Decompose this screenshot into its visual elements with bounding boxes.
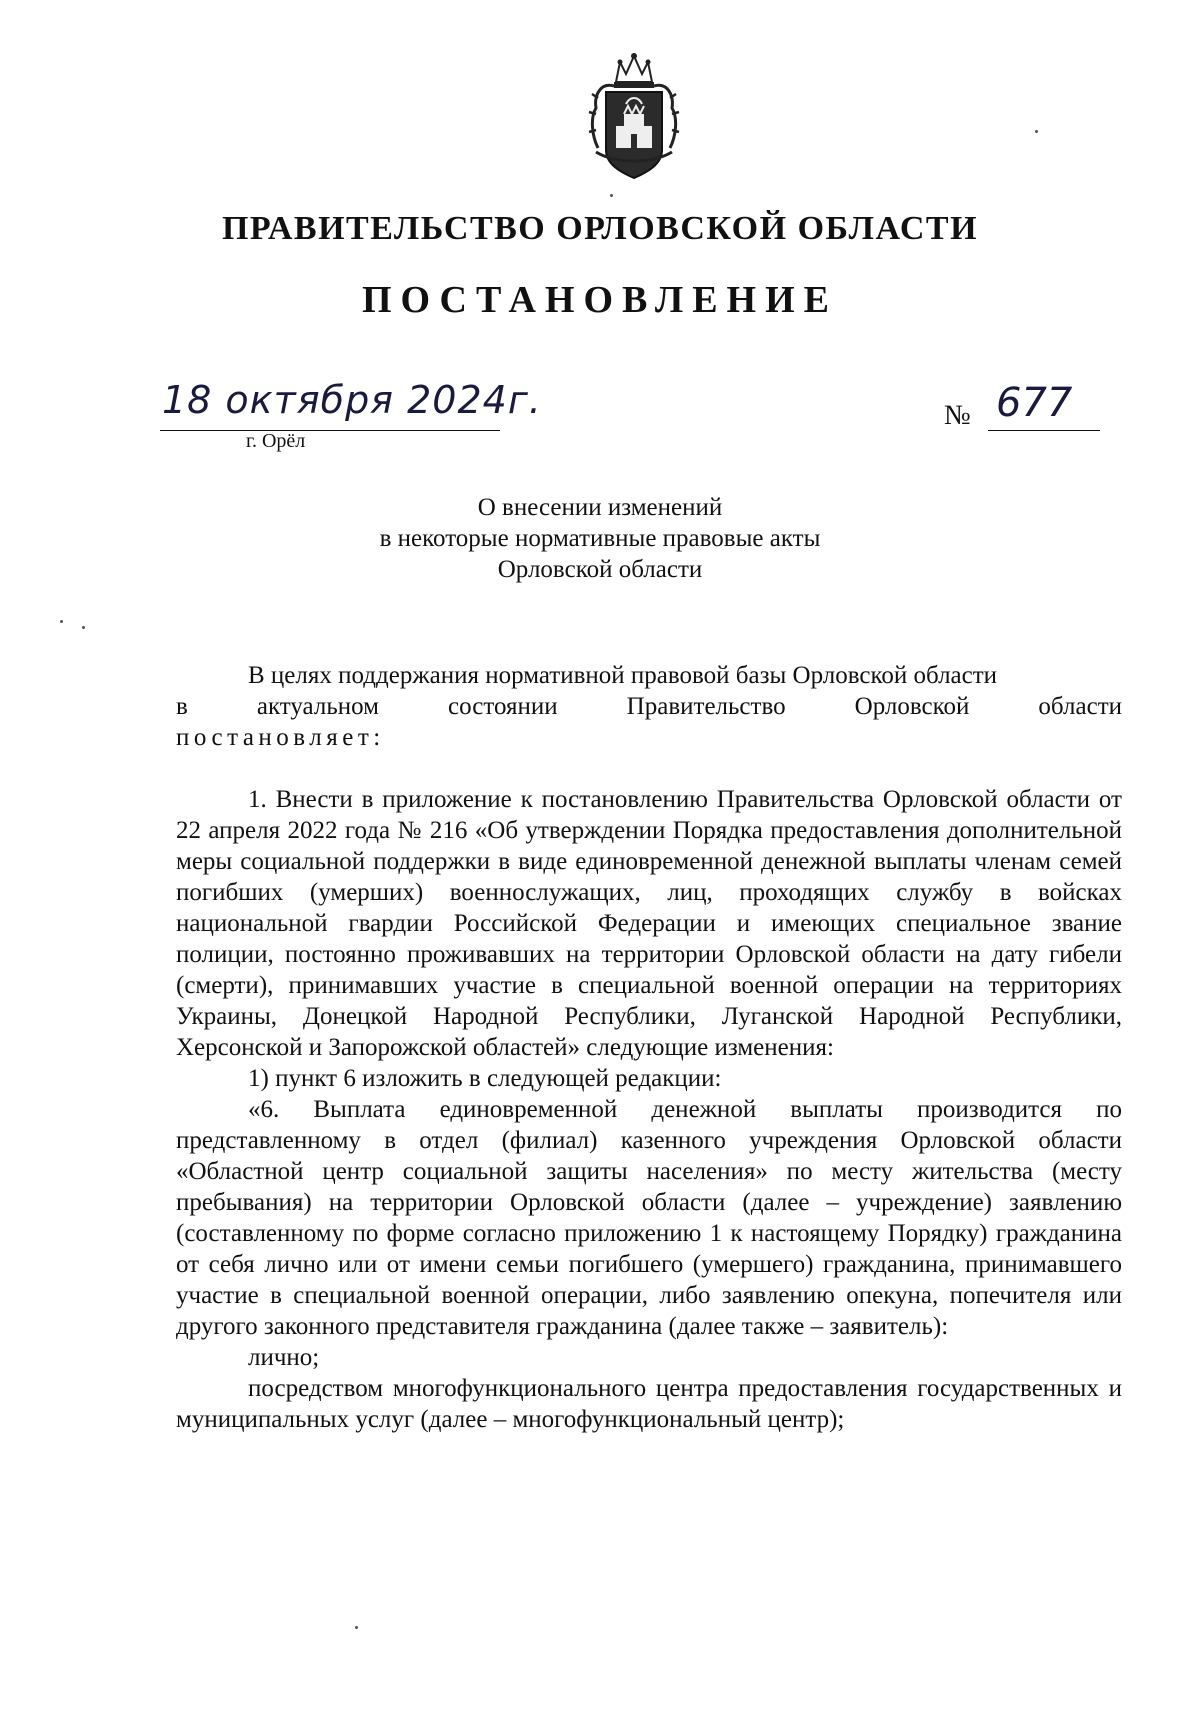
handwritten-number: 677 [996,380,1073,426]
paragraph-way-mfc: посредством многофункционального центра предоставления государственных и муниципальных услуг (далее – многофункциональный центр); [176,1375,1122,1433]
paragraph-point-6: «6. Выплата единовременной денежной выплаты производится по представленному в отдел (филиал) казенного учреждения Орловской области «Областной центр социальной защиты населения» по месту жительства (месту пребывания) на территории Орловской области (далее – учреждение) заявлению (составленному по форме согласно приложению 1 к настоящему Порядку) гражданина от себя лично или от имени семьи погибшего (умершего) гражданина, принимавшего участие в специальной военной операции, либо заявлению опекуна, попечителя или другого законного представителя гражданина (далее также – заявитель): [176,1096,1122,1340]
scan-speck [610,194,613,197]
paragraph-item-1: 1. Внести в приложение к постановлению Правительства Орловской области от 22 апреля 2022 года № 216 «Об утверждении Порядка предоставления дополнительной меры социальной поддержки в виде единовременной денежной выплаты членам семей погибших (умерших) военнослужащих, лиц, проходящих службу в войсках национальной гвардии Российской Федерации и имеющих специальное звание полиции, постоянно проживавших на территории Орловской области на дату гибели (смерти), принимавших участие в специальной военной операции на территориях Украины, Донецкой Народной Республики, Луганской Народной Республики, Херсонской и Запорожской областей» следующие изменения: [176,786,1122,1061]
document-subject [0,492,1200,585]
subject-line: Орловской области [497,556,703,583]
scan-speck [355,1626,358,1629]
date-block [160,378,542,458]
paragraph-subitem-1: 1) пункт 6 изложить в следующей редакции: [248,1065,722,1092]
coat-of-arms-emblem [586,52,682,182]
scan-speck [1035,130,1038,133]
handwritten-date: 18 октября 2024г. [162,378,542,422]
preamble-resolves: постановляет: [176,724,385,751]
preamble-line: в актуальном состоянии Правительство Орловской области [176,693,1122,720]
organization-title: ПРАВИТЕЛЬСТВО ОРЛОВСКОЙ ОБЛАСТИ [221,210,979,247]
subject-line: О внесении изменений [477,494,723,521]
date-underline [160,430,500,431]
subject-line: в некоторые нормативные правовые акты [379,525,821,552]
scan-speck [82,626,85,629]
document-number-block [940,380,1110,438]
document-type-heading: ПОСТАНОВЛЕНИЕ [361,279,839,321]
paragraph-way-in-person: лично; [248,1344,320,1371]
number-underline [988,430,1100,431]
number-sign: № [944,400,971,431]
scan-speck [60,620,63,623]
document-body [176,660,1122,1435]
preamble-line: В целях поддержания нормативной правовой базы Орловской области [248,662,998,689]
city-label: г. Орёл [246,430,306,452]
